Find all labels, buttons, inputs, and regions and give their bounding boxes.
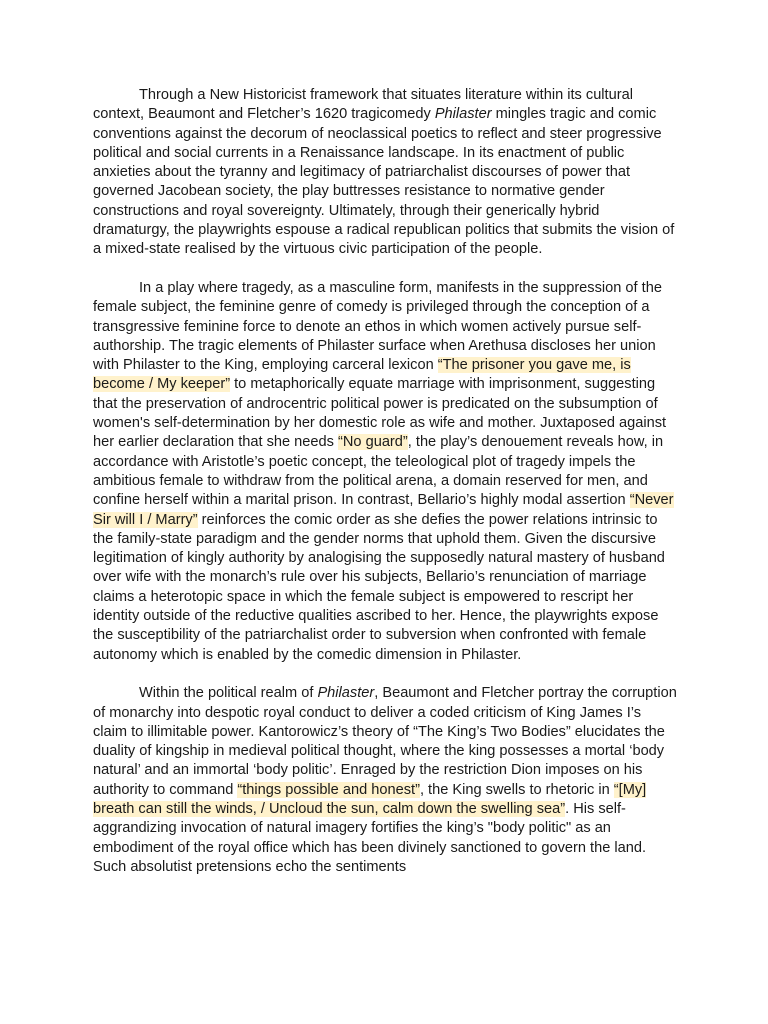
text-run: , Beaumont and Fletcher portray the corruption of monarchy into despotic royal conduct to deliver a coded criticism of King James I’s claim to illimitable power. Kantorowicz’s theory of “The King’s Two Bodies” elucidates the duality of kingship in medieval political thought, where the king possesses a mortal ‘body natural’ and an immortal ‘body politic’. Enraged by the restriction Dion imposes on his authority to command bbox=[93, 685, 677, 798]
italic-title: Philaster bbox=[434, 106, 492, 123]
highlighted-quote: “things possible and honest” bbox=[237, 781, 420, 798]
text-run: mingles tragic and comic conventions against the decorum of neoclassical poetics to reflect and steer progressive political and social currents in a Renaissance landscape. In its enactment of public anxieties about the tyranny and legitimacy of patriarchalist discourses of power that governed Jacobean society, the play buttresses resistance to normative gender constructions and royal sovereignty. Ultimately, through their generically hybrid dramaturgy, the playwrights espouse a radical republican politics that submits the vision of a mixed-state realised by the virtuous civic participation of the people. bbox=[93, 106, 675, 258]
paragraph-3 bbox=[93, 684, 678, 877]
text-run: reinforces the comic order as she defies the power relations intrinsic to the family-state paradigm and the gender norms that uphold them. Given the discursive legitimation of kingly authority by analogising the supposedly natural mastery of husband over wife with the monarch’s rule over his subjects, Bellario’s renunciation of marriage claims a heterotopic space in which the female subject is empowered to rescript her identity outside of the reductive qualities ascribed to her. Hence, the playwrights expose the susceptibility of the patriarchalist order to subversion when confronted with female autonomy which is enabled by the comedic dimension in Philaster. bbox=[93, 511, 665, 663]
paragraph-1 bbox=[93, 86, 678, 260]
italic-title: Philaster bbox=[317, 685, 375, 702]
text-run: , the play’s denouement reveals how, in accordance with Aristotle’s poetic concept, the teleological plot of tragedy impels the ambitious female to withdraw from the political arena, a domain reserved for men, and confine herself within a marital prison. In contrast, Bellario’s highly modal assertion bbox=[93, 434, 664, 509]
text-run: , the King swells to rhetoric in bbox=[419, 781, 614, 798]
highlighted-quote: “No guard” bbox=[338, 434, 408, 451]
highlighted-quote: “The prisoner you gave me, is become / My keeper” bbox=[93, 357, 631, 393]
document-page bbox=[93, 86, 678, 896]
paragraph-2 bbox=[93, 279, 678, 665]
highlighted-quote: “[My] breath can still the winds, / Uncloud the sun, calm down the swelling sea” bbox=[93, 781, 647, 817]
text-run: Within the political realm of bbox=[139, 685, 318, 702]
highlighted-quote: “Never Sir will I / Marry” bbox=[93, 492, 674, 528]
text-run: Through a New Historicist framework that situates literature within its cultural context, Beaumont and Fletcher’s 1620 tragicomedy bbox=[93, 87, 633, 123]
text-run: . His self-aggrandizing invocation of natural imagery fortifies the king’s "body politic" as an embodiment of the royal office which has been divinely sanctioned to govern the land. Such absolutist pretensions echo the sentiments bbox=[93, 800, 647, 875]
text-run: In a play where tragedy, as a masculine form, manifests in the suppression of the female subject, the feminine genre of comedy is privileged through the conception of a transgressive feminine force to denote an ethos in which women actively pursue self-authorship. The tragic elements of Philaster surface when Arethusa discloses her union with Philaster to the King, employing carceral lexicon bbox=[93, 279, 662, 374]
text-run: to metaphorically equate marriage with imprisonment, suggesting that the preservation of androcentric political power is predicated on the subsumption of women's self-determination by her domestic role as wife and mother. Juxtaposed against her earlier declaration that she needs bbox=[93, 376, 667, 451]
